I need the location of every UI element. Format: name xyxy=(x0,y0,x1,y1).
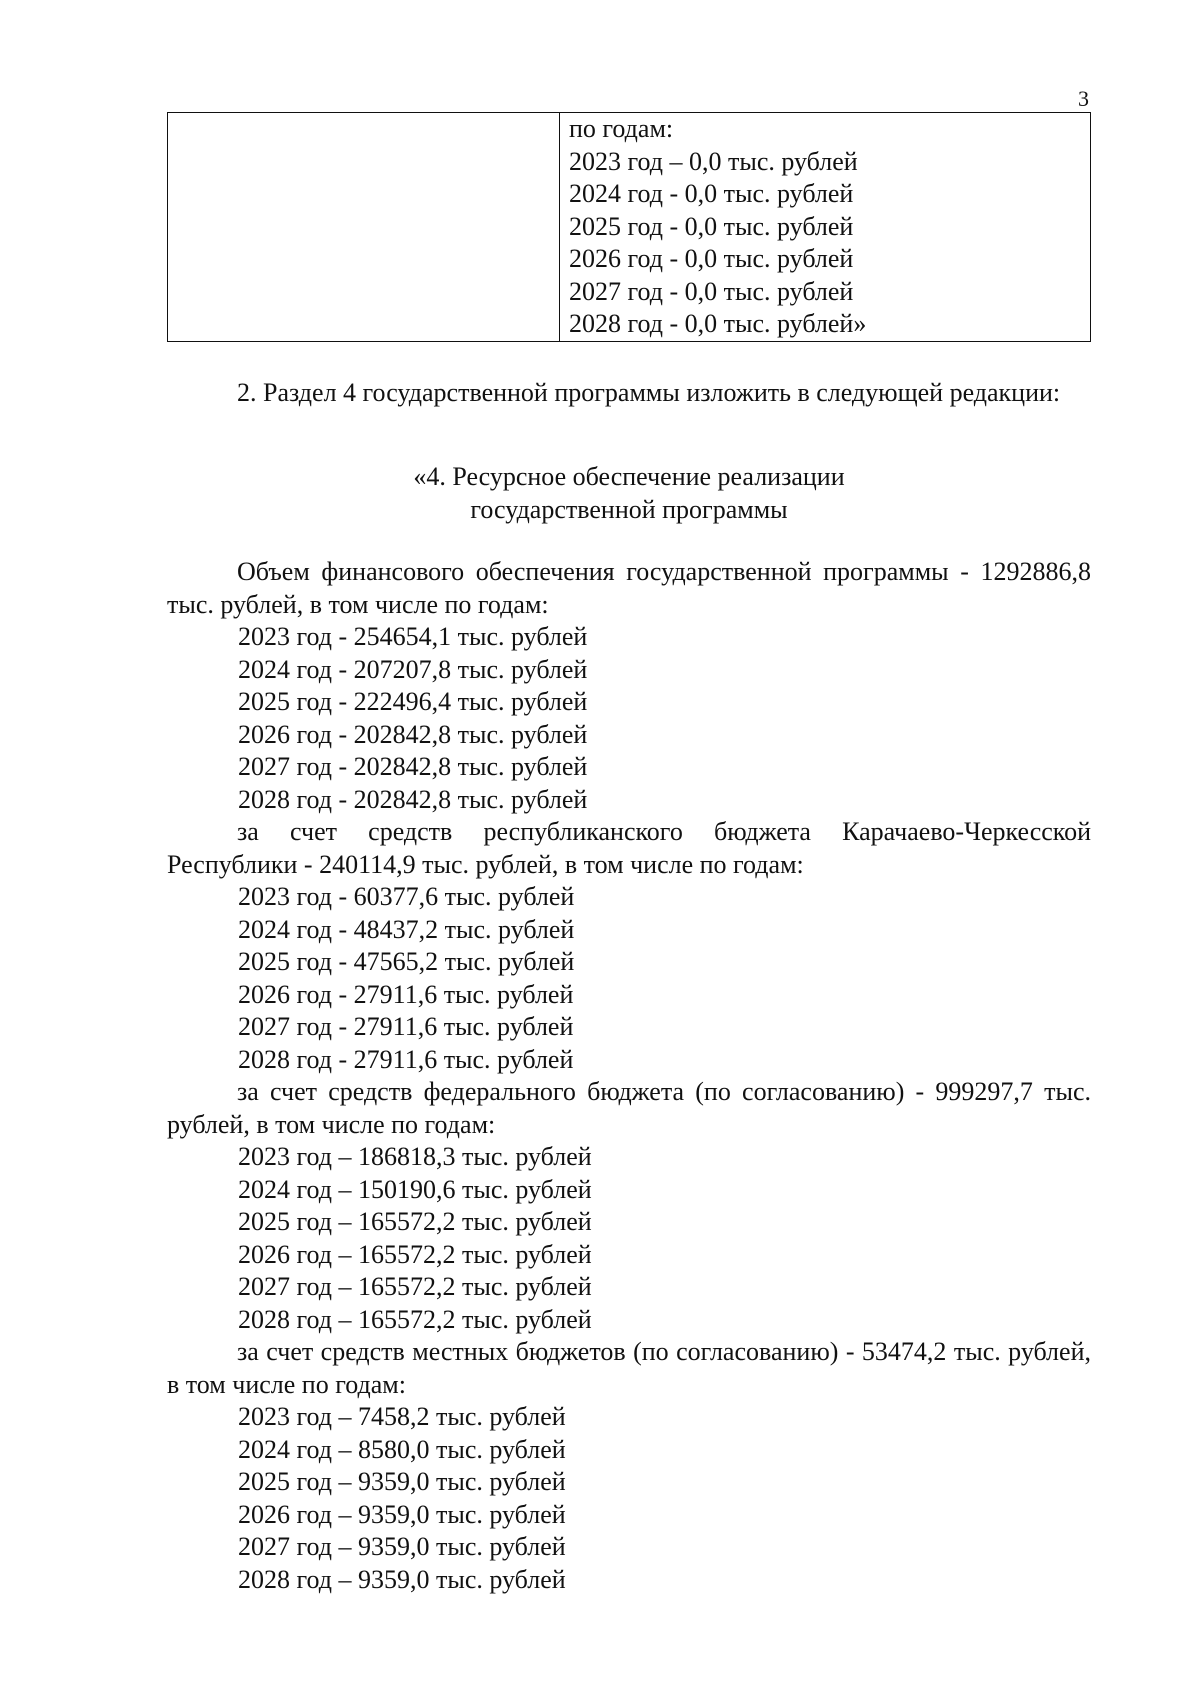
continued-table xyxy=(167,112,1091,342)
page-number: 3 xyxy=(1078,86,1089,111)
list-item: 2026 год – 165572,2 тыс. рублей xyxy=(238,1239,592,1269)
item-2-paragraph: 2. Раздел 4 государственной программы изложить в следующей редакции: xyxy=(237,378,1061,407)
list-item: 2028 год - 27911,6 тыс. рублей xyxy=(238,1044,574,1074)
federal-years-list xyxy=(238,1141,592,1336)
table-right-cell xyxy=(569,113,866,341)
list-item: 2025 год – 9359,0 тыс. рублей xyxy=(238,1467,566,1496)
table-cell-line: 2024 год - 0,0 тыс. рублей xyxy=(569,179,854,208)
list-item: 2023 год – 7458,2 тыс. рублей xyxy=(238,1402,566,1431)
list-item: 2025 год - 222496,4 тыс. рублей xyxy=(238,687,588,716)
table-cell-line: 2025 год - 0,0 тыс. рублей xyxy=(569,211,854,241)
list-item: 2023 год - 60377,6 тыс. рублей xyxy=(238,882,575,911)
table-cell-line: 2027 год - 0,0 тыс. рублей xyxy=(569,276,854,306)
section-heading xyxy=(167,460,1091,526)
list-item: 2027 год - 202842,8 тыс. рублей xyxy=(238,752,588,781)
list-item: 2025 год – 165572,2 тыс. рублей xyxy=(238,1207,592,1236)
republic-budget-paragraph: за счет средств республиканского бюджета Карачаево-Черкесской Республики - 240114,9 тыс. рублей, в том числе по годам: xyxy=(167,817,1091,879)
table-cell-line: 2023 год – 0,0 тыс. рублей xyxy=(569,146,858,176)
table-cell-line: по годам: xyxy=(569,114,674,143)
list-item: 2028 год - 202842,8 тыс. рублей xyxy=(238,784,588,814)
list-item: 2028 год – 9359,0 тыс. рублей xyxy=(238,1564,566,1594)
list-item: 2027 год - 27911,6 тыс. рублей xyxy=(238,1012,574,1041)
federal-budget-paragraph: за счет средств федерального бюджета (по согласованию) - 999297,7 тыс. рублей, в том числе по годам: xyxy=(167,1077,1091,1139)
list-item: 2026 год – 9359,0 тыс. рублей xyxy=(238,1499,566,1529)
list-item: 2024 год – 150190,6 тыс. рублей xyxy=(238,1174,592,1204)
total-years-list xyxy=(238,621,587,816)
list-item: 2023 год – 186818,3 тыс. рублей xyxy=(238,1142,592,1171)
local-budget-paragraph: за счет средств местных бюджетов (по согласованию) - 53474,2 тыс. рублей, в том числе по годам: xyxy=(167,1337,1091,1399)
list-item: 2024 год - 207207,8 тыс. рублей xyxy=(238,654,588,684)
list-item: 2026 год - 27911,6 тыс. рублей xyxy=(238,979,574,1009)
list-item: 2028 год – 165572,2 тыс. рублей xyxy=(238,1304,592,1334)
list-item: 2026 год - 202842,8 тыс. рублей xyxy=(238,719,588,749)
list-item: 2027 год – 9359,0 тыс. рублей xyxy=(238,1532,566,1561)
list-item: 2024 год - 48437,2 тыс. рублей xyxy=(238,914,575,944)
section-heading-line-1: «4. Ресурсное обеспечение реализации xyxy=(413,462,845,491)
list-item: 2024 год – 8580,0 тыс. рублей xyxy=(238,1434,566,1464)
table-left-cell xyxy=(168,113,560,341)
total-funding-paragraph: Объем финансового обеспечения государственной программы - 1292886,8 тыс. рублей, в том числе по годам: xyxy=(167,557,1091,619)
local-years-list xyxy=(238,1401,566,1596)
list-item: 2023 год - 254654,1 тыс. рублей xyxy=(238,622,588,651)
list-item: 2025 год - 47565,2 тыс. рублей xyxy=(238,947,575,976)
republic-years-list xyxy=(238,881,574,1076)
table-cell-line: 2028 год - 0,0 тыс. рублей» xyxy=(569,309,867,338)
section-heading-line-2: государственной программы xyxy=(470,495,788,524)
table-cell-line: 2026 год - 0,0 тыс. рублей xyxy=(569,244,854,273)
list-item: 2027 год – 165572,2 тыс. рублей xyxy=(238,1272,592,1301)
